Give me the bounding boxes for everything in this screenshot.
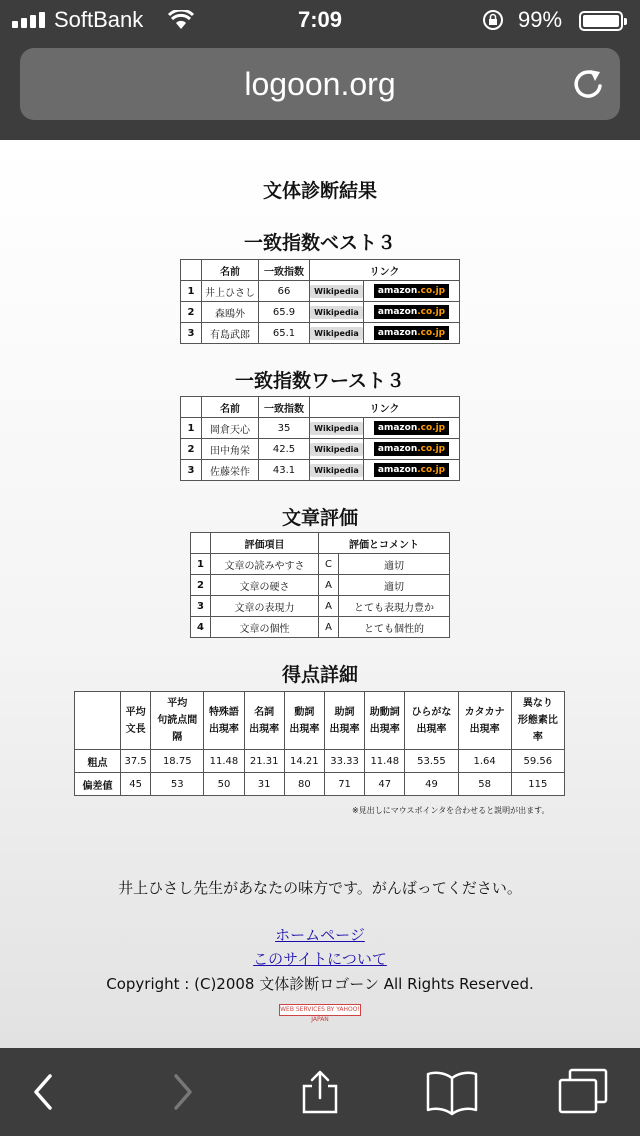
amazon-link[interactable]: [374, 284, 449, 298]
amazon-cell: [364, 439, 460, 460]
amazon-cell: [364, 418, 460, 439]
column-header[interactable]: [365, 692, 405, 750]
score-value-cell: 59.56: [511, 750, 564, 773]
wikipedia-cell: [310, 302, 364, 323]
column-header[interactable]: [244, 692, 284, 750]
evaluation-item-cell: 文章の表現力: [211, 596, 319, 617]
grade-cell: C: [319, 554, 339, 575]
amazon-logo-suffix: .co.jp: [417, 307, 446, 317]
column-header-line: 形態素比: [517, 715, 558, 726]
table-row: [191, 596, 450, 617]
evaluation-item-cell: 文章の個性: [211, 617, 319, 638]
rank-cell: 1: [191, 554, 211, 575]
score-cell: 35: [259, 418, 310, 439]
amazon-logo-suffix: .co.jp: [417, 423, 446, 433]
amazon-logo-text: amazon: [377, 423, 418, 433]
forward-icon[interactable]: [166, 1068, 200, 1116]
rank-cell: 1: [181, 418, 202, 439]
author-name-cell: 岡倉天心: [202, 418, 259, 439]
score-value-cell: 53.55: [405, 750, 458, 773]
author-name-cell: 田中角栄: [202, 439, 259, 460]
comment-cell: 適切: [339, 554, 450, 575]
amazon-cell: [364, 302, 460, 323]
author-name-cell: 井上ひさし: [202, 281, 259, 302]
table-header-row: [181, 397, 460, 418]
score-cell: 42.5: [259, 439, 310, 460]
worst-heading: 一致指数ワースト３: [234, 370, 406, 392]
column-header: リンク: [310, 397, 460, 418]
column-header-line: 異なり: [522, 698, 553, 709]
score-cell: 43.1: [259, 460, 310, 481]
rotation-lock-icon: [482, 9, 504, 31]
battery-icon: [579, 11, 623, 31]
wikipedia-cell: [310, 323, 364, 344]
score-value-cell: 58: [458, 773, 511, 796]
column-header[interactable]: [458, 692, 511, 750]
table-row: [181, 281, 460, 302]
column-header[interactable]: [511, 692, 564, 750]
status-bar: [0, 0, 640, 40]
amazon-link[interactable]: [374, 442, 449, 456]
table-row: [181, 323, 460, 344]
amazon-logo-suffix: .co.jp: [417, 286, 446, 296]
result-message: 井上ひさし先生があなたの味方です。がんばってください。: [118, 879, 522, 897]
battery-percentage: 99%: [518, 7, 563, 32]
column-header[interactable]: [121, 692, 151, 750]
rank-cell: 4: [191, 617, 211, 638]
column-header-line: 隔: [172, 732, 183, 743]
score-cell: 65.1: [259, 323, 310, 344]
table-row: [191, 575, 450, 596]
score-value-cell: 31: [244, 773, 284, 796]
column-header-line: 動詞: [294, 706, 315, 718]
table-row: [181, 460, 460, 481]
amazon-link[interactable]: [374, 326, 449, 340]
score-value-cell: 45: [121, 773, 151, 796]
score-value-cell: 53: [151, 773, 204, 796]
author-name-cell: 森鴎外: [202, 302, 259, 323]
rank-cell: 2: [181, 439, 202, 460]
amazon-logo-text: amazon: [377, 465, 418, 475]
amazon-cell: [364, 460, 460, 481]
column-header-line: 特殊語: [208, 706, 239, 718]
score-value-cell: 80: [284, 773, 324, 796]
wikipedia-link[interactable]: Wikipedia: [310, 327, 363, 340]
score-value-cell: 71: [324, 773, 364, 796]
copyright: Copyright : (C)2008 文体診断ロゴーン All Rights Reserved.: [106, 975, 534, 993]
score-detail-heading: 得点詳細: [281, 664, 358, 686]
comment-cell: 適切: [339, 575, 450, 596]
amazon-logo-text: amazon: [377, 286, 418, 296]
row-label: 粗点: [75, 750, 121, 773]
evaluation-heading: 文章評価: [281, 507, 358, 529]
rank-cell: 2: [181, 302, 202, 323]
grade-cell: A: [319, 575, 339, 596]
score-value-cell: 49: [405, 773, 458, 796]
table-row: [191, 554, 450, 575]
column-header-line: 名詞: [254, 706, 275, 718]
amazon-link[interactable]: [374, 421, 449, 435]
amazon-logo-suffix: .co.jp: [417, 328, 446, 338]
column-header: 評価項目: [211, 533, 319, 554]
score-value-cell: 18.75: [151, 750, 204, 773]
wikipedia-link[interactable]: Wikipedia: [310, 422, 363, 435]
page-title: 文体診断結果: [262, 180, 377, 202]
score-value-cell: 47: [365, 773, 405, 796]
evaluation-item-cell: 文章の硬さ: [211, 575, 319, 596]
home-page-link[interactable]: ホームページ: [275, 926, 365, 944]
column-header: 一致指数: [259, 260, 310, 281]
evaluation-item-cell: 文章の読みやすさ: [211, 554, 319, 575]
reload-icon[interactable]: [570, 66, 606, 102]
bookmarks-icon[interactable]: [424, 1068, 480, 1116]
amazon-logo-suffix: .co.jp: [417, 444, 446, 454]
rank-cell: 3: [191, 596, 211, 617]
rank-cell: 3: [181, 460, 202, 481]
column-header: 名前: [202, 260, 259, 281]
amazon-logo-suffix: .co.jp: [417, 465, 446, 475]
score-value-cell: 11.48: [365, 750, 405, 773]
table-row: [191, 617, 450, 638]
amazon-logo-text: amazon: [377, 307, 418, 317]
column-header[interactable]: [284, 692, 324, 750]
author-name-cell: 有島武郎: [202, 323, 259, 344]
column-header-line: 出現率: [369, 723, 400, 735]
column-header-line: 平均: [125, 706, 146, 718]
column-header[interactable]: [204, 692, 244, 750]
column-header-line: 出現率: [469, 723, 500, 735]
column-header: 一致指数: [259, 397, 310, 418]
column-header[interactable]: [324, 692, 364, 750]
address-bar[interactable]: [20, 48, 620, 120]
url-text: logoon.org: [244, 66, 396, 102]
amazon-logo-text: amazon: [377, 328, 418, 338]
score-value-cell: 21.31: [244, 750, 284, 773]
evaluation-table: [190, 532, 450, 638]
column-header-line: ひらがな: [411, 706, 452, 718]
table-row: [181, 302, 460, 323]
column-header-line: 助動詞: [369, 706, 400, 718]
wikipedia-cell: [310, 460, 364, 481]
score-value-cell: 33.33: [324, 750, 364, 773]
score-detail-table: [74, 691, 565, 796]
rank-cell: 1: [181, 281, 202, 302]
score-value-cell: 1.64: [458, 750, 511, 773]
wikipedia-link[interactable]: Wikipedia: [310, 306, 363, 319]
author-name-cell: 佐藤栄作: [202, 460, 259, 481]
worst-table: [180, 396, 460, 481]
table-header-row: [75, 692, 565, 750]
column-header-line: カタカナ: [464, 706, 505, 718]
rank-cell: 3: [181, 323, 202, 344]
best-heading: 一致指数ベスト３: [243, 232, 396, 254]
browser-toolbar: [0, 1048, 640, 1136]
web-page: [0, 140, 640, 1048]
comment-cell: とても表現力豊か: [339, 596, 450, 617]
column-header-line: 出現率: [416, 723, 447, 735]
column-header-line: 句読点間: [157, 715, 198, 726]
amazon-cell: [364, 281, 460, 302]
table-header-row: [181, 260, 460, 281]
score-value-cell: 50: [204, 773, 244, 796]
grade-cell: A: [319, 617, 339, 638]
column-header: 名前: [202, 397, 259, 418]
column-header[interactable]: [405, 692, 458, 750]
column-header-line: 出現率: [208, 723, 239, 735]
column-header: リンク: [310, 260, 460, 281]
column-header: 評価とコメント: [319, 533, 450, 554]
wikipedia-link[interactable]: Wikipedia: [310, 285, 363, 298]
table-row: [75, 750, 565, 773]
carrier-name: SoftBank: [54, 7, 144, 32]
column-header-line: 出現率: [249, 723, 280, 735]
wikipedia-cell: [310, 439, 364, 460]
column-header-line: 出現率: [289, 723, 320, 735]
share-icon[interactable]: [298, 1068, 342, 1116]
rank-cell: 2: [191, 575, 211, 596]
column-header-line: 率: [532, 732, 543, 743]
comment-cell: とても個性的: [339, 617, 450, 638]
clock: 7:09: [297, 7, 343, 32]
table-header-row: [191, 533, 450, 554]
amazon-link[interactable]: [374, 305, 449, 319]
column-header-line: 文長: [125, 723, 146, 735]
table-row: [75, 773, 565, 796]
column-header-line: 助詞: [334, 706, 355, 718]
table-row: [181, 418, 460, 439]
wikipedia-link[interactable]: Wikipedia: [310, 443, 363, 456]
grade-cell: A: [319, 596, 339, 617]
yahoo-web-services-banner[interactable]: WEB SERVICES BY YAHOO! JAPAN: [280, 1006, 360, 1023]
score-cell: 65.9: [259, 302, 310, 323]
wikipedia-cell: [310, 281, 364, 302]
score-value-cell: 37.5: [121, 750, 151, 773]
wikipedia-link[interactable]: Wikipedia: [310, 464, 363, 477]
tabs-icon[interactable]: [556, 1068, 612, 1116]
browser-chrome-top: [0, 0, 640, 140]
column-header[interactable]: [151, 692, 204, 750]
column-header-line: 出現率: [329, 723, 360, 735]
amazon-cell: [364, 323, 460, 344]
wikipedia-cell: [310, 418, 364, 439]
score-note: ※見出しにマウスポインタを合わせると説明が出ます。: [352, 806, 550, 815]
score-value-cell: 115: [511, 773, 564, 796]
back-icon[interactable]: [26, 1068, 60, 1116]
amazon-link[interactable]: [374, 463, 449, 477]
column-header-line: 平均: [167, 698, 188, 709]
about-site-link[interactable]: このサイトについて: [253, 950, 387, 968]
amazon-logo-text: amazon: [377, 444, 418, 454]
row-label: 偏差値: [75, 773, 121, 796]
best-table: [180, 259, 460, 344]
score-cell: 66: [259, 281, 310, 302]
table-row: [181, 439, 460, 460]
score-value-cell: 14.21: [284, 750, 324, 773]
score-value-cell: 11.48: [204, 750, 244, 773]
